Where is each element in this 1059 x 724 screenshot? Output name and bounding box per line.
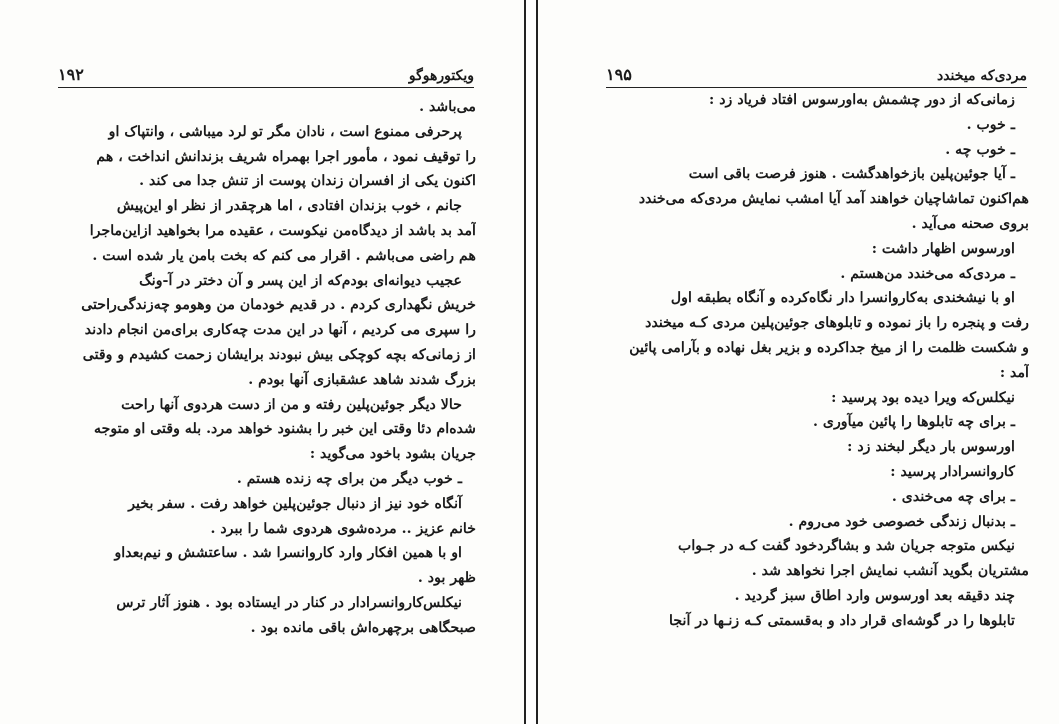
running-title: ویکتورهوگو xyxy=(408,68,474,84)
gutter xyxy=(526,0,536,724)
running-title: مردی‌که میخندد xyxy=(936,68,1027,84)
right-page-text xyxy=(605,88,1029,634)
text-line: ـ خوب دیگر من برای چه زنده هستم . xyxy=(236,470,462,487)
page-number: ۱۹۵ xyxy=(606,65,632,84)
text-line: هم راضی می‌باشم . اقرار می کنم که بخت بامن یار شده است . xyxy=(92,247,476,264)
text-line: ـ خوب چه . xyxy=(945,141,1015,158)
right-page-header xyxy=(606,62,1027,88)
text-line: ـ برای چه تابلوها را پائین میآوری . xyxy=(812,414,1015,431)
text-line: نیکلس‌که ویرا دیده بود پرسید : xyxy=(831,389,1015,406)
text-line: بروی صحنه می‌آید . xyxy=(911,215,1029,232)
text-line: جانم ، خوب بزندان افتادی ، اما هرچقدر از نظر او این‌پیش xyxy=(116,198,462,215)
text-line: زمانی‌که از دور چشمش به‌اورسوس افتاد فریاد زد : xyxy=(709,92,1015,108)
text-line: اورسوس اظهار داشت : xyxy=(871,240,1015,257)
text-line: ـ آیا جوئین‌پلین بازخواهدگشت . هنوز فرصت باقی است xyxy=(688,166,1015,183)
text-line: او با نیشخندی به‌کاروانسرا دار نگاه‌کرده و آنگاه بطبقه اول xyxy=(670,290,1015,307)
text-line: اورسوس بار دیگر لبخند زد : xyxy=(847,439,1015,456)
text-line: حالا دیگر جوئین‌پلین رفته و من از دست هردوی آنها راحت xyxy=(121,396,462,413)
text-line: اکنون یکی از افسران زندان پوست از تنش جدا می کند . xyxy=(139,173,476,190)
text-line: می‌باشد . xyxy=(419,99,476,115)
text-line: ـ مردی‌که می‌خندد من‌هستم . xyxy=(840,265,1015,282)
text-line: را توقیف نمود ، مأمور اجرا بهمراه شریف بزندانش انداخت ، هم xyxy=(96,148,476,165)
left-page-text xyxy=(56,95,476,641)
text-line: رفت و پنجره را باز نموده و تابلوهای جوئین‌پلین مردی کـه میخندد xyxy=(645,315,1029,332)
text-line: هم‌اکنون تماشاچیان خواهند آمد آیا امشب نمایش مردی‌که می‌خندد xyxy=(638,191,1029,208)
text-line: آمد بد باشد از دیدگاه‌من نیکوست ، عقیده مرا بخواهید ازاین‌ماجرا xyxy=(89,222,476,239)
text-line: آنگاه خود نیز از دنبال جوئین‌پلین خواهد رفت . سفر بخیر xyxy=(128,495,462,512)
text-line: بزرگ شدند شاهد عشقبازی آنها بودم . xyxy=(248,371,476,388)
text-line: ظهر بود . xyxy=(417,570,476,587)
text-line: ـ خوب . xyxy=(966,116,1015,133)
text-line: چند دقیقه بعد اورسوس وارد اطاق سبز گردید . xyxy=(734,587,1015,604)
text-line: خریش نگهداری کردم . در قدیم خودمان من وهومو چه‌زندگی‌راحتی xyxy=(81,297,476,314)
text-line: نیکس متوجه جریان شد و بشاگردخود گفت کـه در جـواب xyxy=(677,538,1015,555)
text-line: خانم عزیز .. مرده‌شوی هردوی شما را ببرد . xyxy=(210,520,476,537)
text-line: شده‌ام دئا وقتی این خبر را بشنود خواهد مرد. بله وقتی او متوجه xyxy=(93,421,476,438)
right-page xyxy=(536,0,1059,724)
text-line: تابلوها را در گوشه‌ای قرار داد و به‌قسمتی کـه زنـها در آنجا xyxy=(669,612,1015,629)
text-line: نیکلس‌کاروانسرادار در کنار در ایستاده بود . هنوز آثار ترس xyxy=(116,594,462,611)
text-line: ـ بدنبال زندگی خصوصی خود می‌روم . xyxy=(788,513,1015,530)
text-line: و شکست ظلمت را از میخ جداکرده و بزیر بغل نهاده و بآرامی پائین xyxy=(629,339,1029,356)
text-line: پرحرفی ممنوع است ، نادان مگر تو لرد میباشی ، وانتپاک او xyxy=(108,123,462,140)
text-line: او با همین افکار وارد کاروانسرا شد . ساعتشش و نیم‌بعداو xyxy=(114,545,462,562)
text-line: عجیب دیوانه‌ای بودم‌که از این پسر و آن دختر در آ‑ونگ xyxy=(139,272,462,289)
left-page-header xyxy=(58,62,474,88)
text-line: ـ برای چه می‌خندی . xyxy=(891,488,1015,505)
text-line: کاروانسرادار پرسید : xyxy=(890,463,1015,480)
text-line: جریان بشود باخود می‌گوید : xyxy=(309,446,476,463)
text-line: صبحگاهی برچهره‌اش باقی مانده بود . xyxy=(250,619,476,636)
text-line: از زمانی‌که بچه کوچکی بیش نبودند برایشان زحمت کشیدم و وقتی xyxy=(82,346,476,363)
left-page xyxy=(0,0,526,724)
text-line: آمد : xyxy=(999,364,1029,381)
page-number: ۱۹۲ xyxy=(58,65,84,84)
text-line: مشتریان بگوید آنشب نمایش اجرا نخواهد شد . xyxy=(751,563,1029,580)
text-line: را سپری می کردیم ، آنها در این مدت چه‌کاری برای‌من انجام دادند xyxy=(84,322,476,339)
